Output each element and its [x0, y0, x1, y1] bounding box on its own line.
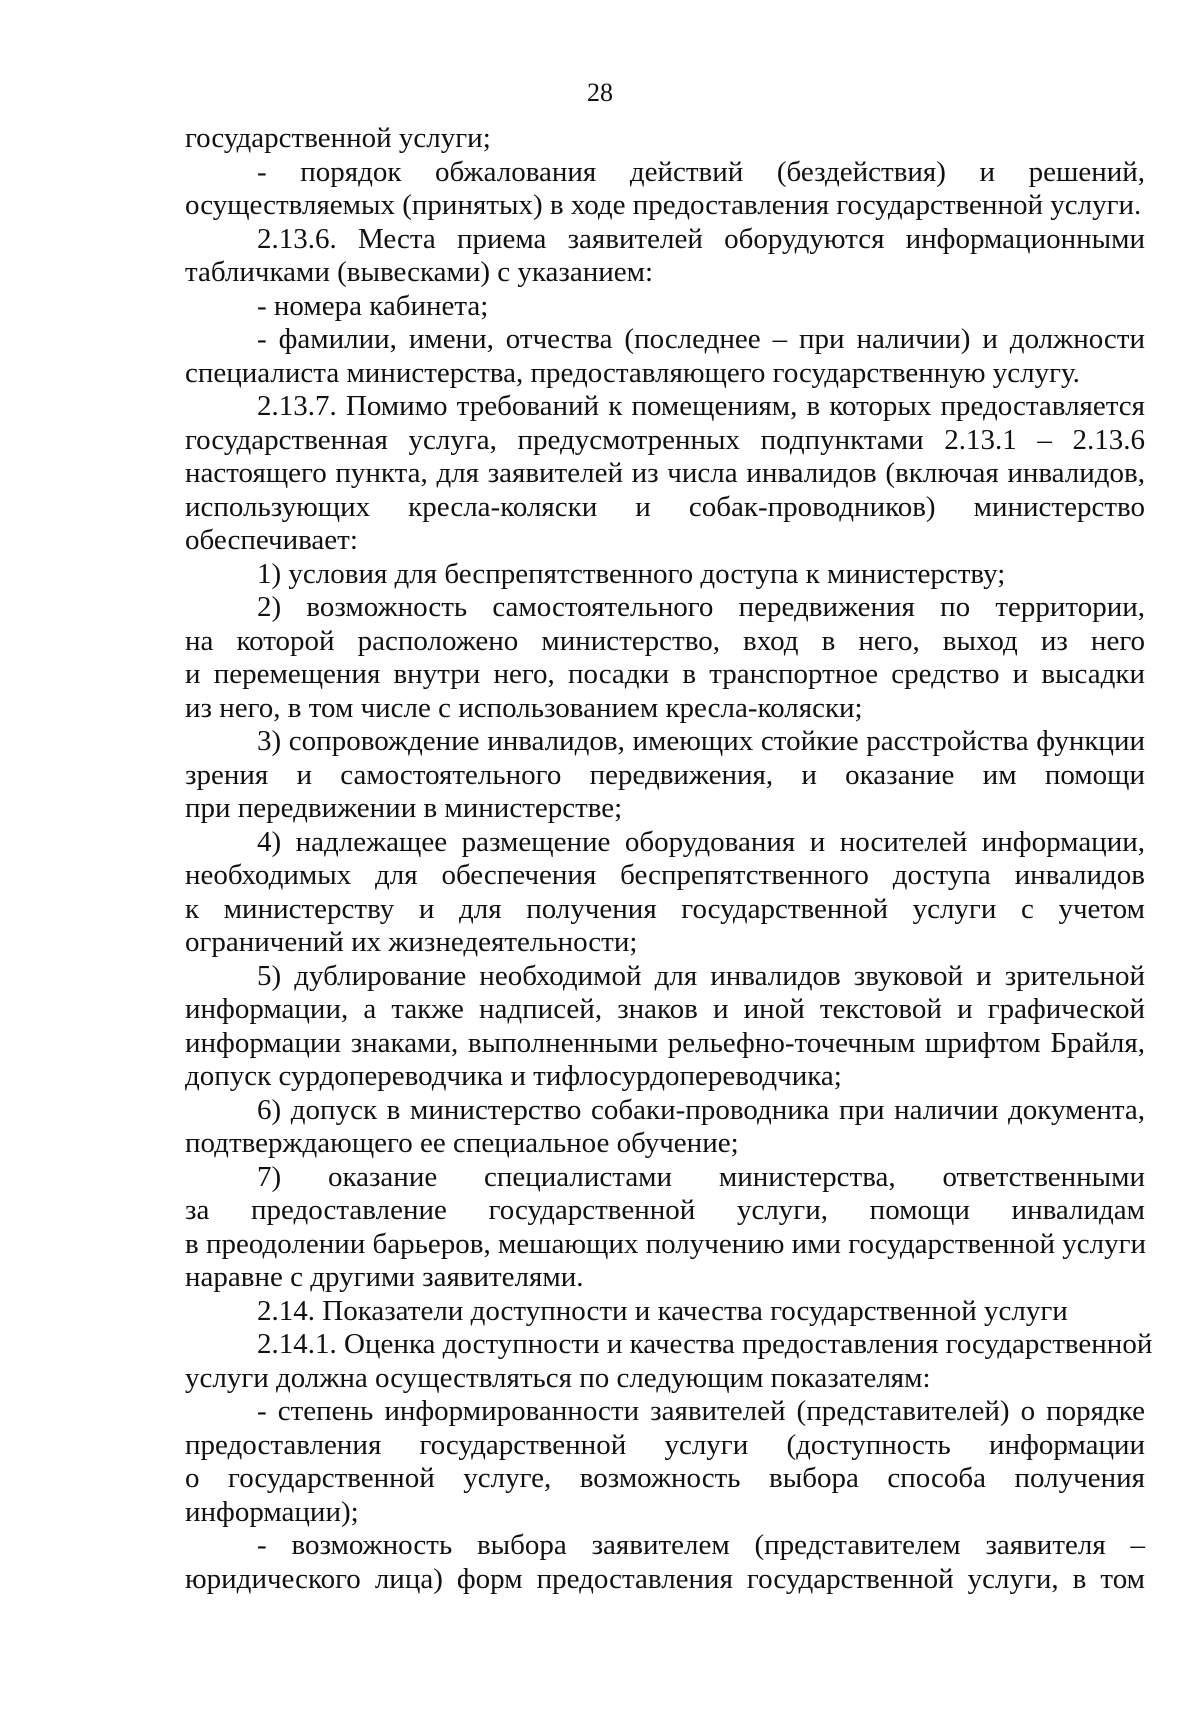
text-line: 7) оказание специалистами министерства, ответственными — [257, 1160, 1145, 1193]
text-line: за предоставление государственной услуги, помощи инвалидам — [185, 1194, 1145, 1226]
text-line: обеспечивает: — [185, 524, 358, 556]
text-line: табличками (вывесками) с указанием: — [185, 256, 654, 288]
text-line: - возможность выбора заявителем (представителем заявителя – — [257, 1529, 1145, 1561]
text-line: подтверждающего ее специальное обучение; — [185, 1127, 739, 1159]
text-line: 4) надлежащее размещение оборудования и носителей информации, — [257, 825, 1145, 858]
text-line: специалиста министерства, предоставляющего государственную услугу. — [185, 356, 1080, 389]
text-line: юридического лица) форм предоставления государственной услуги, в том — [185, 1562, 1145, 1595]
text-line: государственная услуга, предусмотренных подпунктами 2.13.1 – 2.13.6 — [185, 423, 1145, 456]
text-line: услуги должна осуществляться по следующим показателям: — [185, 1361, 931, 1394]
text-line: 1) условия для беспрепятственного доступа к министерству; — [257, 557, 1006, 590]
text-line: и перемещения внутри него, посадки в транспортное средство и высадки — [185, 658, 1145, 690]
text-line: - степень информированности заявителей (представителей) о порядке — [257, 1395, 1145, 1427]
text-line: осуществляемых (принятых) в ходе предоставления государственной услуги. — [185, 189, 1142, 221]
page-number: 28 — [587, 78, 613, 107]
text-line: наравне с другими заявителями. — [185, 1261, 584, 1293]
text-line: 2) возможность самостоятельного передвижения по территории, — [257, 591, 1145, 623]
text-line: предоставления государственной услуги (доступность информации — [185, 1428, 1145, 1461]
text-line: необходимых для обеспечения беспрепятственного доступа инвалидов — [185, 859, 1145, 891]
text-line: 2.14.1. Оценка доступности и качества предоставления государственной — [257, 1328, 1153, 1360]
text-line: на которой расположено министерство, вход в него, выход из него — [185, 624, 1145, 657]
text-line: настоящего пункта, для заявителей из числа инвалидов (включая инвалидов, — [185, 457, 1145, 489]
text-line: информации знаками, выполненными рельефно-точечным шрифтом Брайля, — [185, 1026, 1145, 1059]
text-line: - порядок обжалования действий (бездействия) и решений, — [257, 155, 1145, 188]
text-line: - фамилии, имени, отчества (последнее – при наличии) и должности — [257, 323, 1145, 355]
text-line: 2.13.6. Места приема заявителей оборудуются информационными — [257, 222, 1145, 255]
text-line: использующих кресла-коляски и собак-проводников) министерство — [185, 490, 1145, 523]
text-line: государственной услуги; — [185, 122, 491, 154]
text-line: 2.13.7. Помимо требований к помещениям, в которых предоставляется — [257, 390, 1145, 422]
text-line: в преодолении барьеров, мешающих получению ими государственной услуги — [185, 1227, 1146, 1260]
text-line: при передвижении в министерстве; — [185, 792, 623, 824]
text-line: зрения и самостоятельного передвижения, и оказание им помощи — [185, 758, 1145, 791]
text-line: информации, а также надписей, знаков и иной текстовой и графической — [185, 993, 1145, 1025]
text-line: допуск сурдопереводчика и тифлосурдопереводчика; — [185, 1060, 842, 1092]
text-line: 3) сопровождение инвалидов, имеющих стойкие расстройства функции — [257, 725, 1145, 757]
document-body — [185, 122, 1153, 1596]
text-line: ограничений их жизнедеятельности; — [185, 926, 638, 958]
text-line: - номера кабинета; — [257, 289, 489, 322]
text-line: о государственной услуге, возможность выбора способа получения — [185, 1462, 1145, 1494]
text-line: к министерству и для получения государственной услуги с учетом — [185, 892, 1145, 925]
text-line: 2.14. Показатели доступности и качества государственной услуги — [257, 1294, 1068, 1327]
text-line: 5) дублирование необходимой для инвалидов звуковой и зрительной — [257, 959, 1145, 992]
text-line: информации); — [185, 1495, 359, 1528]
text-line: из него, в том числе с использованием кресла-коляски; — [185, 691, 863, 724]
text-line: 6) допуск в министерство собаки-проводника при наличии документа, — [257, 1093, 1145, 1126]
